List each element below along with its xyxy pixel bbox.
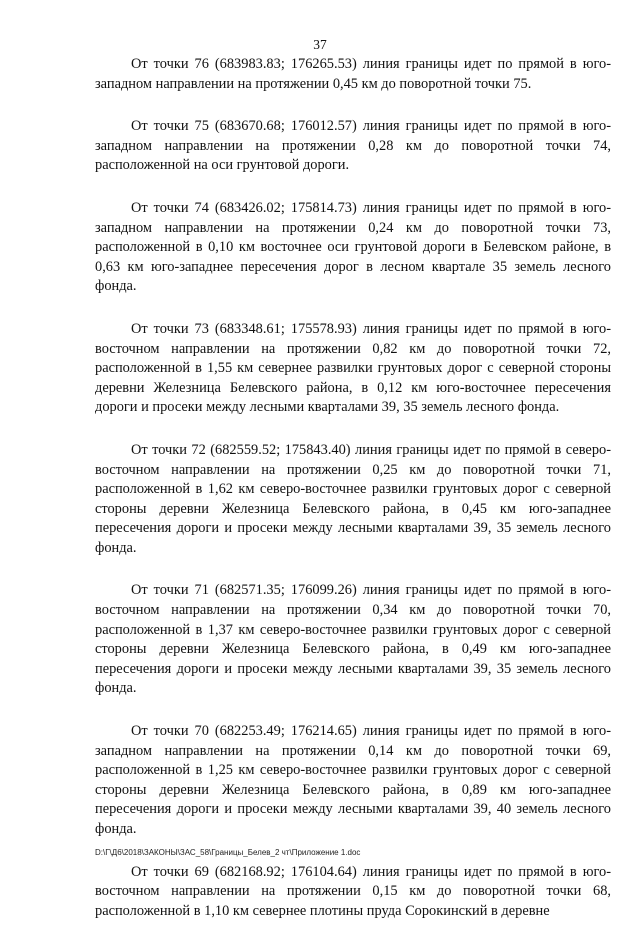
footer-file-path: D:\Г\Д6\2018\ЗАКОНЫ\ЗАС_58\Границы_Белев_2 чт\Приложение 1.doc bbox=[95, 848, 361, 857]
paragraph-point-70: От точки 70 (682253.49; 176214.65) линия границы идет по прямой в юго-западном направлении на протяжении 0,14 км до поворотной точки 69, расположенной в 1,25 км северо-восточнее развилки грунтовых дорог с северной стороны деревни Железница Белевского района, в 0,89 км юго-западнее пересечения дороги и просеки между лесными кварталами 39, 40 земель лесного фонда. bbox=[95, 723, 611, 837]
paragraph-point-69: От точки 69 (682168.92; 176104.64) линия границы идет по прямой в юго-восточном направлении на протяжении 0,15 км до поворотной точки 68, расположенной в 1,10 км севернее плотины пруда Сорокинский в деревне bbox=[95, 863, 611, 919]
document-body bbox=[95, 55, 611, 944]
paragraph-point-74: От точки 74 (683426.02; 175814.73) линия границы идет по прямой в юго-западном направлении на протяжении 0,24 км до поворотной точки 73, расположенной в 0,10 км восточнее оси грунтовой дороги в Белевском районе, в 0,63 км юго-западнее пересечения дорог в лесном квартале 35 земель лесного фонда. bbox=[95, 199, 611, 295]
paragraph-point-71: От точки 71 (682571.35; 176099.26) линия границы идет по прямой в юго-восточном направлении на протяжении 0,34 км до поворотной точки 70, расположенной в 1,37 км северо-восточнее развилки грунтовых дорог с северной стороны деревни Железница Белевского района, в 0,49 км юго-западнее пересечения дороги и просеки между лесными кварталами 39, 35 земель лесного фонда. bbox=[95, 582, 611, 697]
page-number: 37 bbox=[313, 37, 327, 52]
paragraph-point-73: От точки 73 (683348.61; 175578.93) линия границы идет по прямой в юго-восточном направлении на протяжении 0,82 км до поворотной точки 72, расположенной в 1,55 км севернее развилки грунтовых дорог с северной стороны деревни Железница Белевского района, в 0,12 км юго-восточнее пересечения дороги и просеки между лесными кварталами 39, 35 земель лесного фонда. bbox=[95, 320, 611, 416]
paragraph-point-72: От точки 72 (682559.52; 175843.40) линия границы идет по прямой в северо-восточном направлении на протяжении 0,25 км до поворотной точки 71, расположенной в 1,62 км северо-восточнее развилки грунтовых дорог с северной стороны деревни Железница Белевского района, в 0,45 км юго-западнее пересечения дороги и просеки между лесными кварталами 39, 35 земель лесного фонда. bbox=[95, 441, 611, 556]
paragraph-point-76: От точки 76 (683983.83; 176265.53) линия границы идет по прямой в юго-западном направлении на протяжении 0,45 км до поворотной точки 75. bbox=[95, 56, 611, 92]
paragraph-point-75: От точки 75 (683670.68; 176012.57) линия границы идет по прямой в юго-западном направлении на протяжении 0,28 км до поворотной точки 74, расположенной на оси грунтовой дороги. bbox=[95, 118, 611, 174]
